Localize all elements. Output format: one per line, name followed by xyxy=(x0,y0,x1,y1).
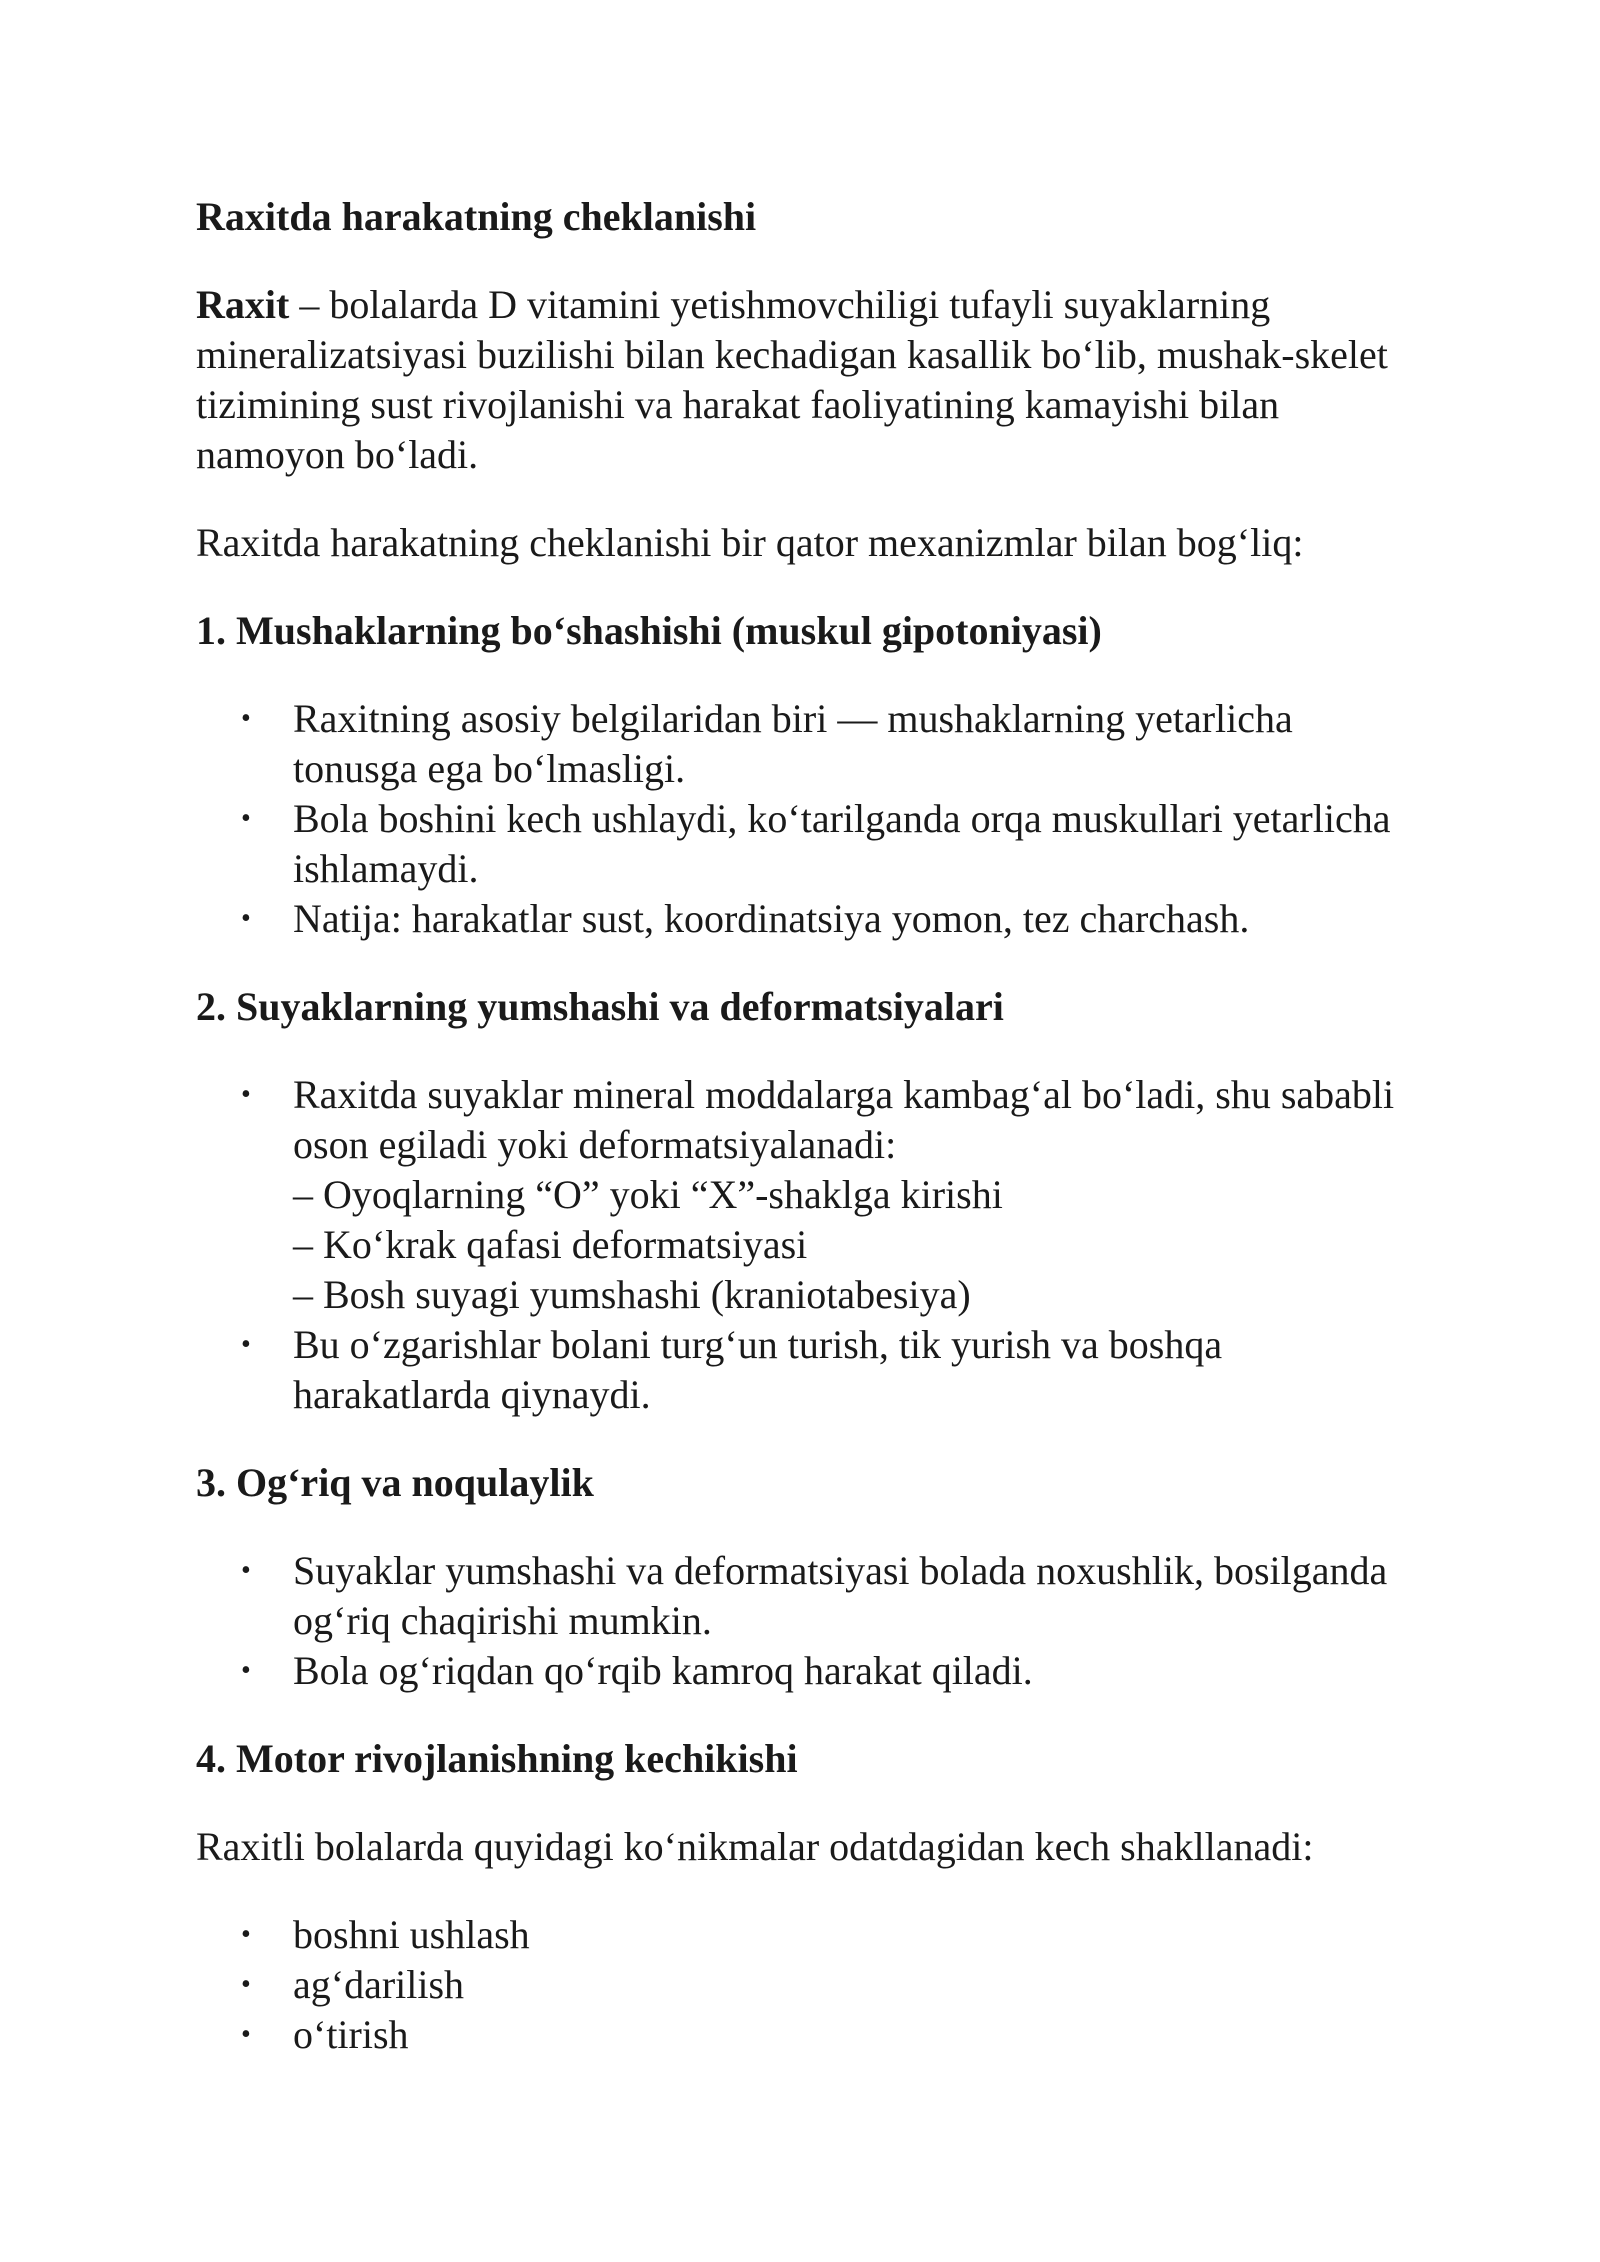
section-1-heading: 1. Mushaklarning bo‘shashishi (muskul gipotoniyasi) xyxy=(196,608,1102,653)
list-item: • Natija: harakatlar sust, koordinatsiya yomon, tez charchash. xyxy=(196,894,1426,944)
list-item-text: • Raxitda suyaklar mineral moddalarga kambag‘al bo‘ladi, shu sababli oson egiladi yoki deformatsiyalanadi: xyxy=(293,1072,1395,1167)
section-4-lead: Raxitli bolalarda quyidagi ko‘nikmalar odatdagidan kech shakllanadi: xyxy=(196,1824,1314,1869)
section-4-heading: 4. Motor rivojlanishning kechikishi xyxy=(196,1736,798,1781)
section-2-list xyxy=(196,1070,1426,1420)
list-item: • Bu o‘zgarishlar bolani turg‘un turish, tik yurish va boshqa harakatlarda qiynaydi. xyxy=(196,1320,1426,1420)
document-page xyxy=(196,192,1426,2098)
section-3-heading: 3. Og‘riq va noqulaylik xyxy=(196,1460,594,1505)
list-item: • o‘tirish xyxy=(196,2010,1426,2060)
section-1-list xyxy=(196,694,1426,944)
list-subitem: – Oyoqlarning “O” yoki “X”-shaklga kirishi xyxy=(293,1172,1003,1217)
list-item: • Bola boshini kech ushlaydi, ko‘tarilganda orqa muskullari yetarlicha ishlamaydi. xyxy=(196,794,1426,894)
list-item xyxy=(196,1070,1426,1320)
lead-paragraph: Raxitda harakatning cheklanishi bir qator mexanizmlar bilan bog‘liq: xyxy=(196,520,1304,565)
section-3-list xyxy=(196,1546,1426,1696)
section-2-heading: 2. Suyaklarning yumshashi va deformatsiyalari xyxy=(196,984,1004,1029)
list-subitem: – Bosh suyagi yumshashi (kraniotabesiya) xyxy=(293,1272,971,1317)
document-title: Raxitda harakatning cheklanishi xyxy=(196,194,757,239)
list-item: • Raxitning asosiy belgilaridan biri — mushaklarning yetarlicha tonusga ega bo‘lmasligi. xyxy=(196,694,1426,794)
list-item: • ag‘darilish xyxy=(196,1960,1426,2010)
list-item: • Bola og‘riqdan qo‘rqib kamroq harakat qiladi. xyxy=(196,1646,1426,1696)
intro-paragraph xyxy=(196,280,1426,480)
list-item: • boshni ushlash xyxy=(196,1910,1426,1960)
intro-term: Raxit xyxy=(196,282,290,327)
list-item: • Suyaklar yumshashi va deformatsiyasi bolada noxushlik, bosilganda og‘riq chaqirishi mumkin. xyxy=(196,1546,1426,1646)
intro-text: – bolalarda D vitamini yetishmovchiligi tufayli suyaklarning mineralizatsiyasi buzilishi bilan kechadigan kasallik bo‘lib, mushak-skelet tizimining sust rivojlanishi va harakat faoliyatining kamayishi bilan namoyon bo‘ladi. xyxy=(196,282,1388,477)
section-4-list xyxy=(196,1910,1426,2060)
list-subitem: – Ko‘krak qafasi deformatsiyasi xyxy=(293,1222,808,1267)
